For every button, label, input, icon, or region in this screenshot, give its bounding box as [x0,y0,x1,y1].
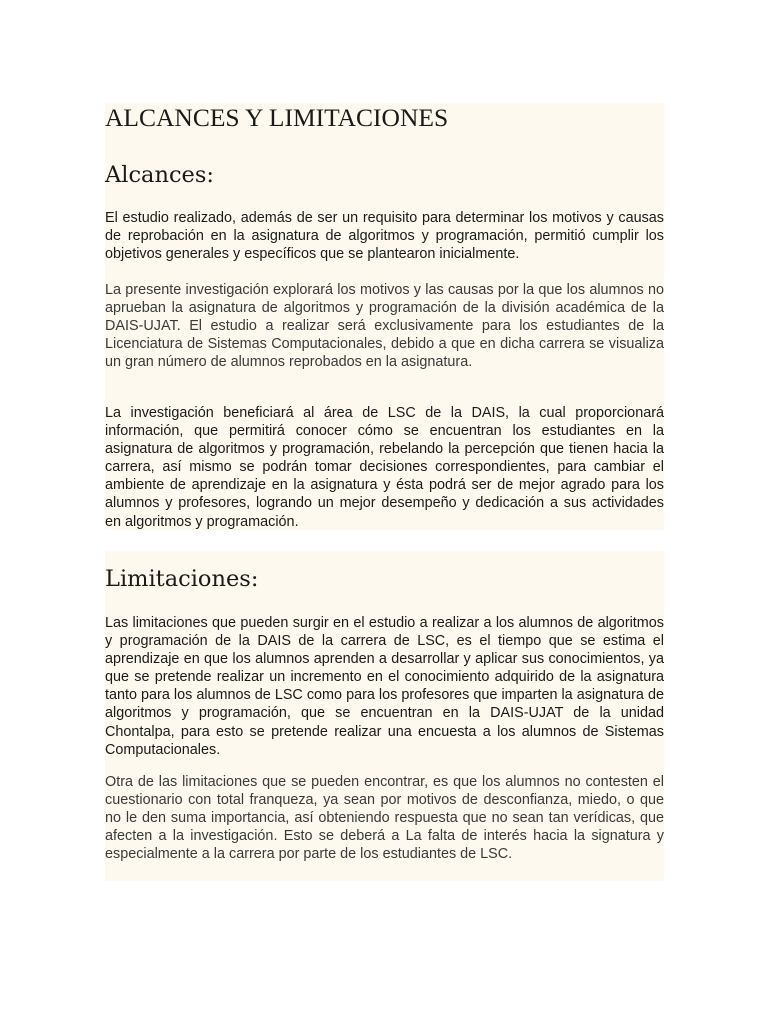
alcances-paragraph-1-wrapper [105,209,664,263]
alcances-paragraph-2-wrapper [105,281,664,371]
limitaciones-heading: Limitaciones: [105,566,259,592]
limitaciones-heading-wrapper [105,566,664,592]
limitaciones-paragraph-2-wrapper [105,773,664,863]
alcances-paragraph-3-wrapper [105,404,664,531]
limitaciones-paragraph-1-wrapper [105,614,664,759]
alcances-paragraph-3: La investigación beneficiará al área de LSC de la DAIS, la cual proporcionará información, que permitirá conocer cómo se encuentran los estudiantes en la asignatura de algoritmos y programación, rebelando la percepción que tienen hacia la carrera, así mismo se podrán tomar decisiones correspondientes, para cambiar el ambiente de aprendizaje en la asignatura y ésta podrá ser de mejor agrado para los alumnos y profesores, logrando un mejor desempeño y dedicación a sus actividades en algoritmos y programación. [105,405,664,530]
alcances-heading: Alcances: [105,162,214,188]
alcances-paragraph-1: El estudio realizado, además de ser un requisito para determinar los motivos y causas de reprobación en la asignatura de algoritmos y programación, permitió cumplir los objetivos generales y específicos que se plantearon inicialmente. [105,210,664,263]
alcances-heading-wrapper [105,162,664,188]
page-title: ALCANCES Y LIMITACIONES [105,103,449,132]
limitaciones-paragraph-2: Otra de las limitaciones que se pueden encontrar, es que los alumnos no contesten el cuestionario con total franqueza, ya sean por motivos de desconfianza, miedo, o que no le den suma importancia, así obteniendo respuesta que no sean tan verídicas, que afecten a la investigación. Esto se deberá a La falta de interés hacia la signatura y especialmente a la carrera por parte de los estudiantes de LSC. [105,774,664,863]
alcances-paragraph-2: La presente investigación explorará los motivos y las causas por la que los alumnos no aprueban la asignatura de algoritmos y programación de la división académica de la DAIS-UJAT. El estudio a realizar será exclusivamente para los estudiantes de la Licenciatura de Sistemas Computacionales, debido a que en dicha carrera se visualiza un gran número de alumnos reprobados en la asignatura. [105,282,664,371]
title-wrapper [105,103,664,133]
limitaciones-paragraph-1: Las limitaciones que pueden surgir en el estudio a realizar a los alumnos de algoritmos y programación de la DAIS de la carrera de LSC, es el tiempo que se estima el aprendizaje en que los alumnos aprenden a desarrollar y aplicar sus conocimientos, ya que se pretende realizar un incremento en el conocimiento adquirido de la asignatura tanto para los alumnos de LSC como para los profesores que imparten la asignatura de algoritmos y programación, que se encuentran en la DAIS-UJAT de la unidad Chontalpa, para esto se pretende realizar una encuesta a los alumnos de Sistemas Computacionales. [105,615,664,758]
